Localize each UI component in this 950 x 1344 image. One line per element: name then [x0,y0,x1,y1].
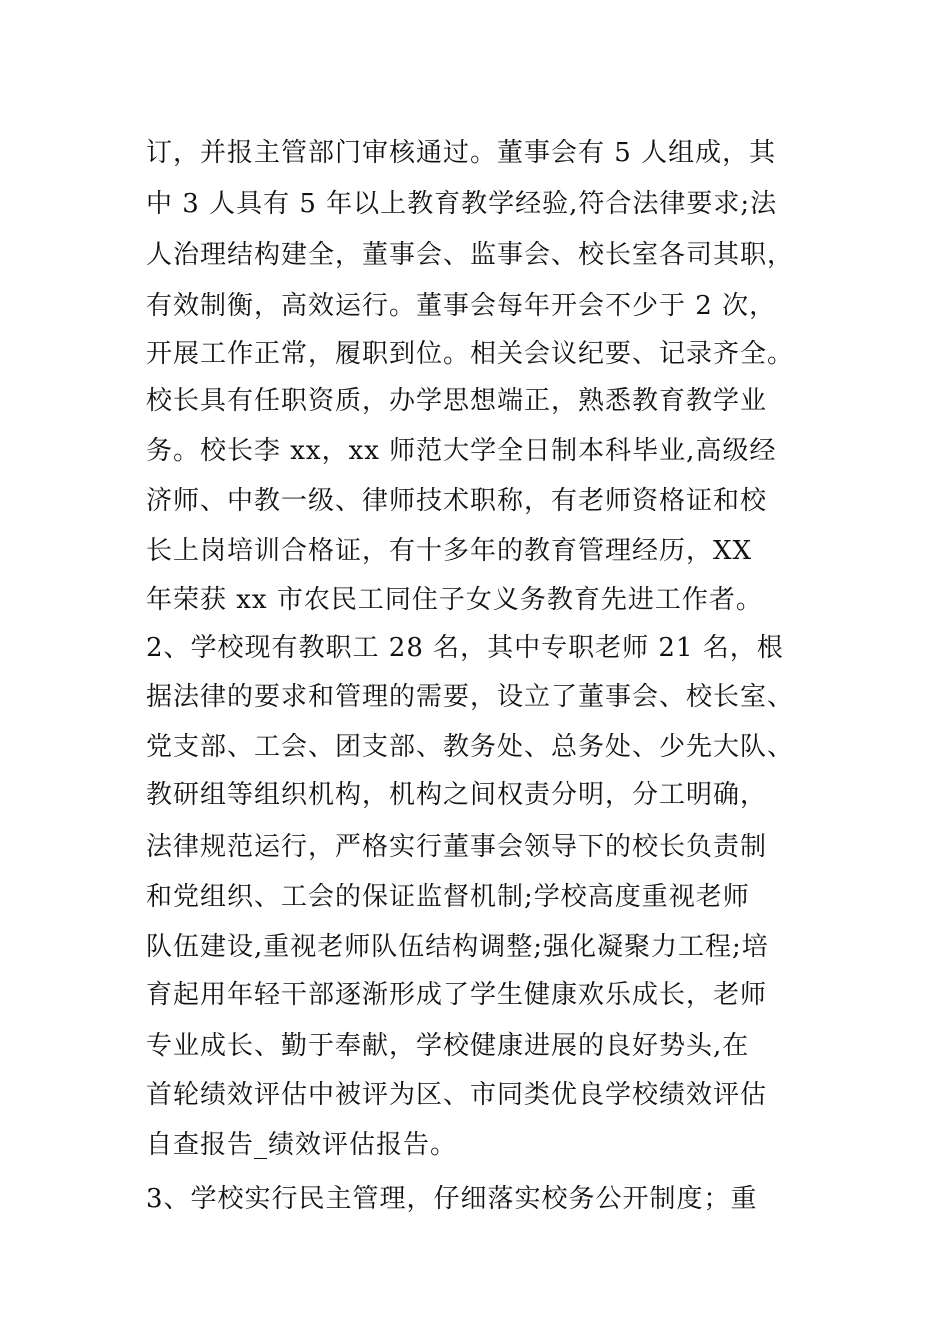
text-line: 务。校长李 xx，xx 师范大学全日制本科毕业,高级经 [146,436,777,466]
text-line: 专业成长、勤于奉献，学校健康进展的良好势头,在 [146,1031,750,1061]
text-line: 法律规范运行，严格实行董事会领导下的校长负责制 [146,832,768,862]
text-line: 队伍建设,重视老师队伍结构调整;强化凝聚力工程;培 [146,932,769,962]
text-line: 济师、中教一级、律师技术职称，有老师资格证和校 [146,486,768,516]
text-line: 教研组等组织机构，机构之间权责分明，分工明确， [146,780,768,810]
text-line: 长上岗培训合格证，有十多年的教育管理经历，XX [146,536,753,566]
text-line: 校长具有任职资质，办学思想端正，熟悉教育教学业 [146,386,768,416]
text-line: 党支部、工会、团支部、教务处、总务处、少先大队、 [146,732,795,762]
text-line: 人治理结构建全，董事会、监事会、校长室各司其职， [146,240,795,270]
text-line: 首轮绩效评估中被评为区、市同类优良学校绩效评估 [146,1080,768,1110]
text-line: 订，并报主管部门审核通过。董事会有 5 人组成，其 [146,138,777,168]
text-line: 和党组织、工会的保证监督机制;学校高度重视老师 [146,882,750,912]
text-line: 自查报告_绩效评估报告。 [146,1130,458,1160]
text-line: 3、学校实行民主管理，仔细落实校务公开制度；重 [146,1184,758,1214]
text-line: 中 3 人具有 5 年以上教育教学经验,符合法律要求;法 [146,189,778,219]
text-line: 开展工作正常，履职到位。相关会议纪要、记录齐全。 [146,339,795,369]
text-line: 据法律的要求和管理的需要，设立了董事会、校长室、 [146,682,795,712]
text-line: 育起用年轻干部逐渐形成了学生健康欢乐成长，老师 [146,980,768,1010]
text-line: 年荣获 xx 市农民工同住子女义务教育先进工作者。 [146,585,763,615]
text-line: 2、学校现有教职工 28 名，其中专职老师 21 名，根 [146,633,784,663]
text-line: 有效制衡，高效运行。董事会每年开会不少于 2 次， [146,291,777,321]
